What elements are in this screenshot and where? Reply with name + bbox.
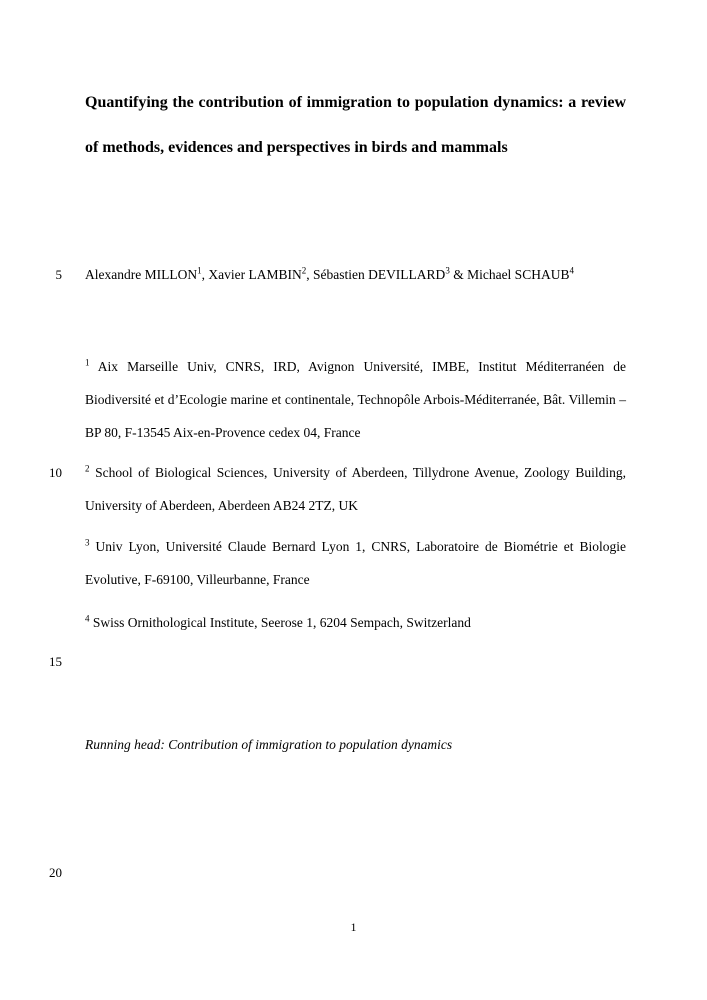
author-affiliation-ref: 2 (301, 265, 307, 276)
author-separator: , (306, 267, 313, 282)
author-affiliation-ref: 3 (445, 265, 450, 276)
affiliation-marker: 1 (85, 357, 90, 368)
author-name: Xavier LAMBIN (208, 267, 302, 282)
running-head: Running head: Contribution of immigration to population dynamics (85, 737, 453, 752)
author-name: Michael SCHAUB (467, 267, 570, 282)
affiliation-text: Aix Marseille Univ, CNRS, IRD, Avignon Université, IMBE, Institut Méditerranéen de Biodiversité et d’Ecologie marine et continentale, Technopôle Arbois-Méditerranée, Bât. Villemin – BP 80, F-13545 Aix-en-Provence cedex 04, France (85, 359, 626, 440)
line-number: 20 (49, 865, 62, 880)
affiliation (85, 350, 626, 449)
line-number: 5 (55, 267, 62, 282)
line-number: 10 (49, 465, 62, 480)
affiliation-text: Swiss Ornithological Institute, Seerose 1, 6204 Sempach, Switzerland (92, 615, 471, 630)
affiliation-marker: 4 (85, 613, 90, 624)
author-separator: , (201, 267, 209, 282)
affiliation-text: Univ Lyon, Université Claude Bernard Lyon 1, CNRS, Laboratoire de Biométrie et Biologie Evolutive, F-69100, Villeurbanne, France (85, 539, 626, 587)
affiliation (85, 456, 626, 522)
affiliation-marker: 2 (85, 463, 90, 474)
author-affiliation-ref: 4 (569, 265, 574, 276)
author-affiliation-ref: 1 (197, 265, 202, 276)
line-number: 15 (49, 654, 62, 669)
page-number: 1 (350, 920, 357, 934)
affiliation-text: School of Biological Sciences, University of Aberdeen, Tillydrone Avenue, Zoology Building, University of Aberdeen, Aberdeen AB24 2TZ, UK (85, 465, 626, 513)
author-line (85, 258, 626, 291)
affiliation (85, 606, 626, 639)
paper-title: Quantifying the contribution of immigration to population dynamics: a review of methods, evidences and perspectives in birds and mammals (85, 94, 626, 156)
author-name: Alexandre MILLON (85, 267, 198, 282)
affiliation-marker: 3 (85, 537, 90, 548)
affiliation (85, 530, 626, 596)
author-separator: & (449, 267, 468, 282)
author-name: Sébastien DEVILLARD (312, 267, 446, 282)
